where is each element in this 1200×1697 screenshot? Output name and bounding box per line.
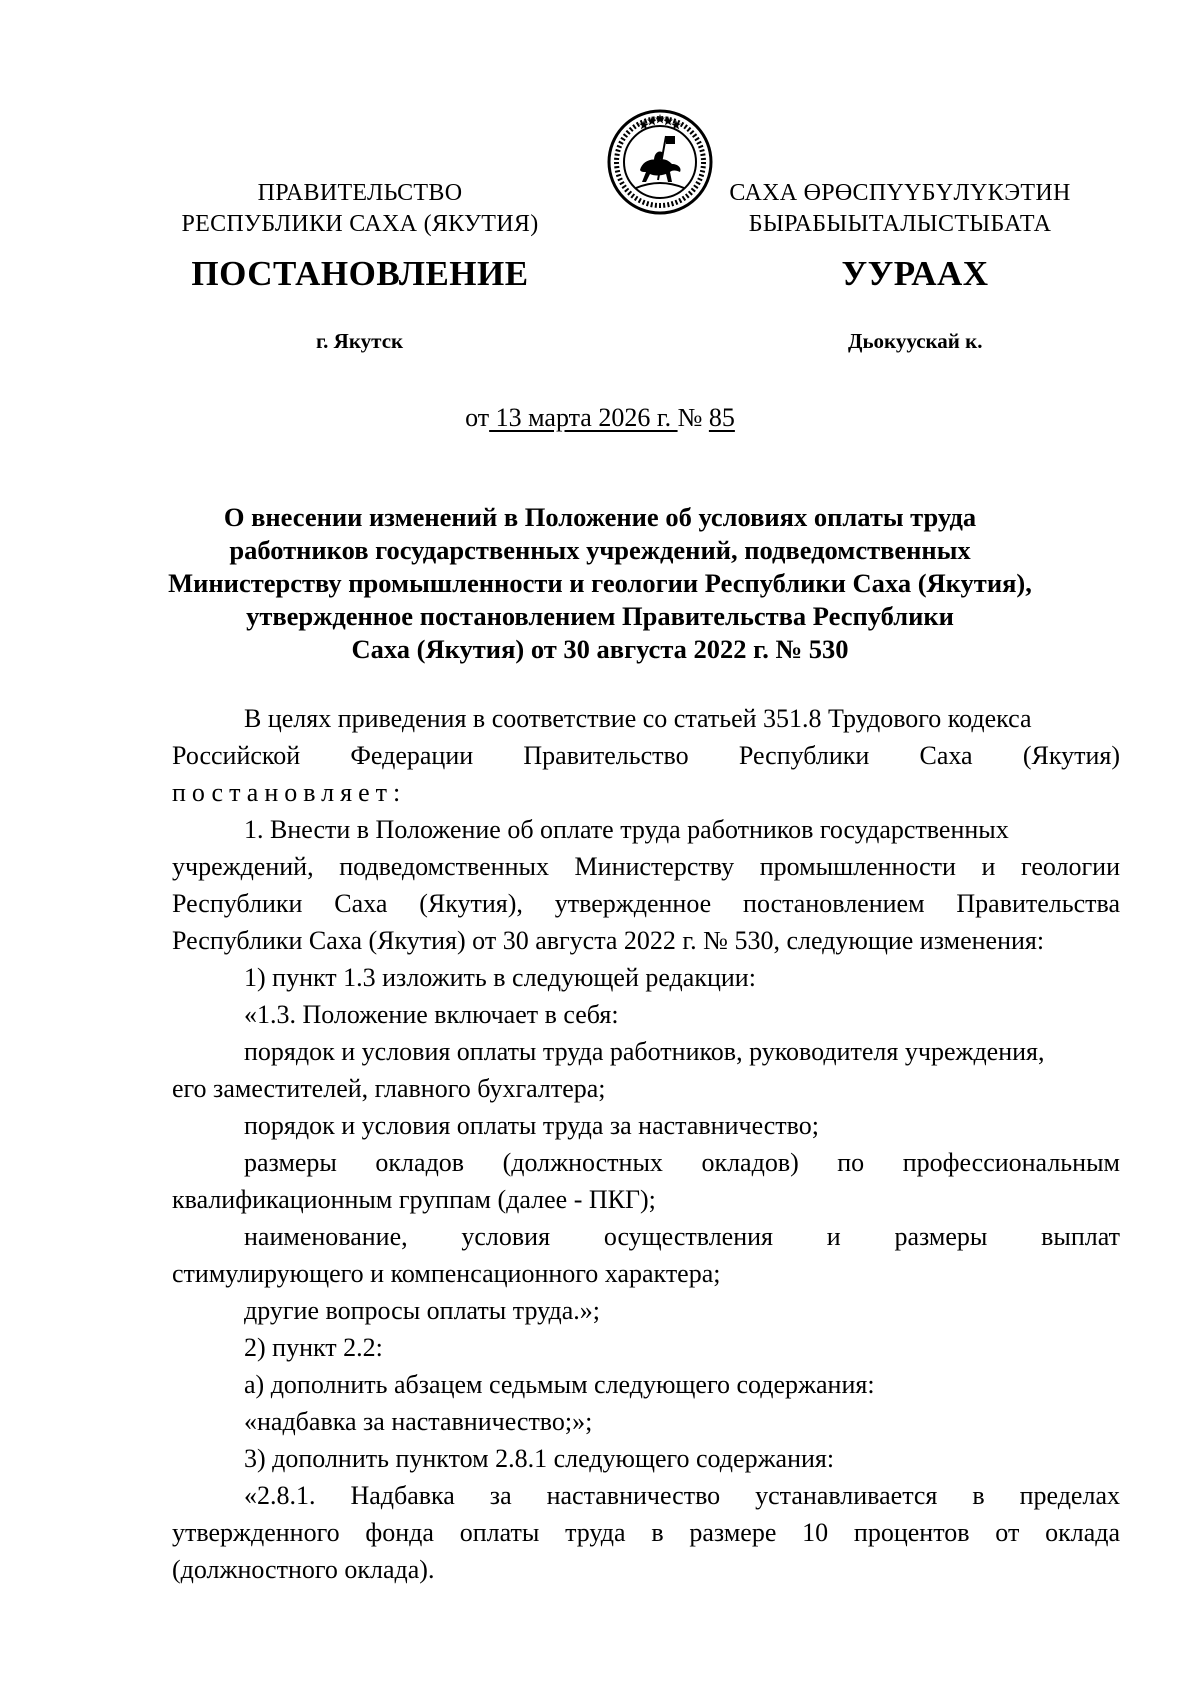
body-line: Российской Федерации Правительство Республики Саха (Якутия) [172, 741, 1120, 770]
body-line: его заместителей, главного бухгалтера; [172, 1074, 606, 1103]
body-line: квалификационным группам (далее - ПКГ); [172, 1185, 656, 1214]
document-type-ru: ПОСТАНОВЛЕНИЕ [191, 254, 529, 293]
number-sign: № [677, 403, 709, 432]
body-line: стимулирующего и компенсационного характера; [172, 1259, 721, 1288]
city-ru: г. Якутск [316, 329, 404, 353]
body-line: порядок и условия оплаты труда работников, руководителя учреждения, [244, 1037, 1045, 1066]
body-line: Республики Саха (Якутия) от 30 августа 2022 г. № 530, следующие изменения: [172, 926, 1045, 955]
body-line: наименование, условия осуществления и размеры выплат [244, 1222, 1120, 1251]
government-name-sakha [700, 178, 1100, 240]
body-line: «надбавка за наставничество;»; [244, 1407, 593, 1436]
title-line-3: Министерству промышленности и геологии Республики Саха (Якутия), [168, 568, 1032, 598]
org-sakha-line-1: САХА ӨРӨСПҮҮБҮЛҮКЭТИН [729, 180, 1071, 206]
body-line: Республики Саха (Якутия), утвержденное постановлением Правительства [172, 889, 1120, 918]
org-ru-line-2: РЕСПУБЛИКИ САХА (ЯКУТИЯ) [181, 211, 539, 237]
body-line: «1.3. Положение включает в себя: [244, 1000, 619, 1029]
body-line: 2) пункт 2.2: [244, 1333, 383, 1362]
document-body [172, 700, 1120, 1588]
government-name-ru [150, 178, 570, 240]
title-line-2: работников государственных учреждений, подведомственных [229, 535, 971, 565]
body-line: 1) пункт 1.3 изложить в следующей редакции: [244, 963, 756, 992]
body-line: 3) дополнить пунктом 2.8.1 следующего содержания: [244, 1444, 835, 1473]
body-line: В целях приведения в соответствие со статьей 351.8 Трудового кодекса [244, 704, 1032, 733]
org-ru-line-1: ПРАВИТЕЛЬСТВО [257, 180, 463, 206]
title-line-4: утвержденное постановлением Правительства Республики [246, 601, 954, 631]
body-line: (должностного оклада). [172, 1555, 435, 1584]
body-line: порядок и условия оплаты труда за наставничество; [244, 1111, 819, 1140]
coat-of-arms-sakha-icon [606, 108, 714, 216]
title-line-5: Саха (Якутия) от 30 августа 2022 г. № 530 [351, 634, 849, 664]
date-prefix: от [465, 403, 490, 432]
body-line: утвержденного фонда оплаты труда в размере 10 процентов от оклада [172, 1518, 1120, 1547]
body-line: 1. Внести в Положение об оплате труда работников государственных [244, 815, 1009, 844]
title-line-1: О внесении изменений в Положение об условиях оплаты труда [223, 502, 977, 532]
body-line: размеры окладов (должностных окладов) по профессиональным [244, 1148, 1120, 1177]
document-title [160, 501, 1040, 666]
city-sakha: Дьокуускай к. [848, 329, 983, 353]
document-date-number [0, 402, 1200, 434]
body-line: учреждений, подведомственных Министерству промышленности и геологии [172, 852, 1120, 881]
body-line: а) дополнить абзацем седьмым следующего содержания: [244, 1370, 875, 1399]
body-line: другие вопросы оплаты труда.»; [244, 1296, 600, 1325]
document-number: 85 [708, 403, 735, 432]
document-date: 13 марта 2026 г. [489, 403, 678, 432]
body-line: «2.8.1. Надбавка за наставничество устанавливается в пределах [244, 1481, 1120, 1510]
org-sakha-line-2: БЫРАБЫЫТАЛЫСТЫБАТА [748, 211, 1052, 237]
body-line: постановляет: [172, 778, 407, 807]
document-type-sakha: УУРААХ [841, 254, 989, 293]
